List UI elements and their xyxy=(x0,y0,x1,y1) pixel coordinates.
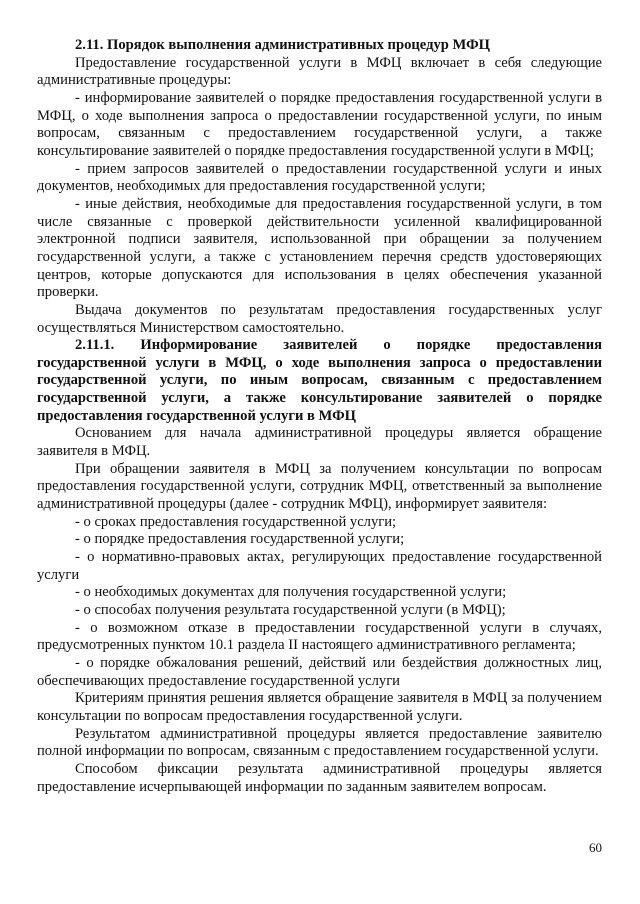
list-item: - о возможном отказе в предоставлении государственной услуги в случаях, предусмотренных пунктом 10.1 раздела II настоящего административного регламента; xyxy=(37,619,602,654)
list-item: - о нормативно-правовых актах, регулирующих предоставление государственной услуги xyxy=(37,549,602,583)
paragraph: Выдача документов по результатам предоставления государственных услуг осуществляться Министерством самостоятельно. xyxy=(37,301,602,336)
list-item: - о способах получения результата государственной услуги (в МФЦ); xyxy=(75,602,506,618)
paragraph: Предоставление государственной услуги в МФЦ включает в себя следующие административные процедуры: xyxy=(37,54,602,89)
paragraph: Основанием для начала административной процедуры является обращение заявителя в МФЦ. xyxy=(37,425,602,460)
page-number: 60 xyxy=(589,840,602,855)
paragraph: Критериям принятия решения является обращение заявителя в МФЦ за получением консультации по вопросам предоставления государственной услуги. xyxy=(37,690,602,724)
paragraph: Результатом административной процедуры является предоставление заявителю полной информации по вопросам, связанным с предоставлением государственной услуги. xyxy=(37,725,602,760)
list-item: - иные действия, необходимые для предоставления государственной услуги, в том числе связанные с проверкой действительности усиленной квалифицированной электронной подписи заявителя, использованной при обращении за получением государственной услуги, а также с установлением перечня средств удостоверяющих центров, которые допускаются для использования в целях обеспечения указанной проверки. xyxy=(37,195,602,301)
document-page xyxy=(37,37,602,796)
section-heading: 2.11. Порядок выполнения административных процедур МФЦ xyxy=(75,37,490,53)
paragraph: Способом фиксации результата административной процедуры является предоставление исчерпывающей информации по заданным заявителем вопросам. xyxy=(37,760,602,795)
list-item: - о порядке предоставления государственной услуги; xyxy=(75,531,405,548)
list-item: - о порядке обжалования решений, действий или бездействия должностных лиц, обеспечивающих предоставление государственной услуги xyxy=(37,654,602,689)
subsection-heading: 2.11.1. Информирование заявителей о порядке предоставления государственной услуги в МФЦ, о ходе выполнения запроса о предоставлении государственной услуги, по иным вопросам, связанным с предоставлением государственной услуги, а также консультирование заявителей о порядке предоставления государственной услуги в МФЦ xyxy=(37,337,602,424)
list-item: - о сроках предоставления государственной услуги; xyxy=(75,513,397,530)
list-item: - прием запросов заявителей о предоставлении государственной услуги и иных документов, необходимых для предоставления государственной услуги; xyxy=(37,160,602,195)
list-item: - о необходимых документах для получения государственной услуги; xyxy=(75,584,507,601)
list-item: - информирование заявителей о порядке предоставления государственной услуги в МФЦ, о ходе выполнения запроса о предоставлении государственной услуги, по иным вопросам, связанным с предоставлением государственной услуги, а также консультирование заявителей о порядке предоставления государственной услуги в МФЦ; xyxy=(37,89,602,159)
paragraph: При обращении заявителя в МФЦ за получением консультации по вопросам предоставления государственной услуги, сотрудник МФЦ, ответственный за выполнение административной процедуры (далее - сотрудник МФЦ), информирует заявителя: xyxy=(37,460,602,513)
